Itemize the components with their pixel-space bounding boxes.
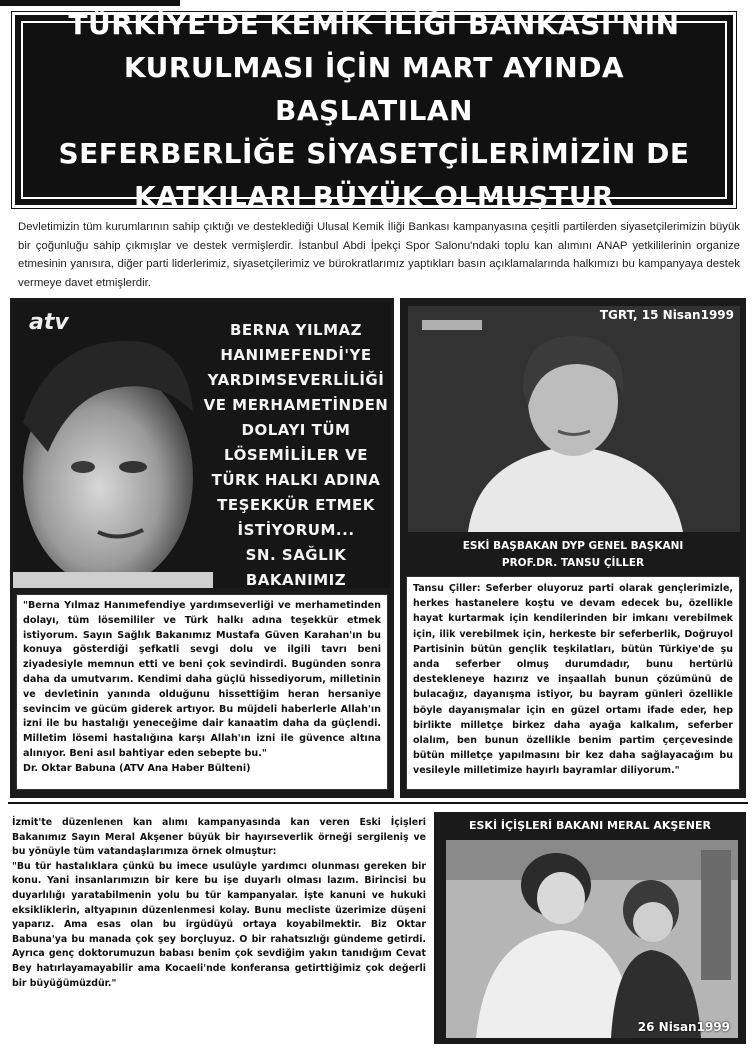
tv-text-line: SN. SAĞLIK BAKANIMIZ	[245, 546, 347, 588]
aksener-photo	[446, 840, 738, 1038]
bottom-text-block	[12, 816, 426, 1046]
tv-text-line: TÜRK HALKI ADINA	[211, 471, 381, 489]
tv-text-line: BERNA YILMAZ	[229, 321, 363, 339]
right-caption-line-2: PROF.DR. TANSU ÇİLLER	[501, 557, 645, 569]
bottom-caption: ESKİ İÇİŞLERİ BAKANI MERAL AKŞENER	[469, 819, 711, 832]
headline-line-3: SEFERBERLİĞE SİYASETÇİLERİMİZİN DE	[58, 136, 690, 170]
right-caption	[400, 538, 746, 572]
bottom-intro-text: İzmit'te düzenlenen kan alımı kampanyasında kan veren Eski İçişleri Bakanımız Sayın Meral Akşener büyük bir hayırseverlik örneği sergileniş ve bu yönüyle tüm vatandaşlarımıza örnek olmuştur:	[12, 817, 426, 858]
atv-logo: atv	[29, 310, 69, 335]
tv-text-line: YARDIMSEVERLİLİĞİ	[207, 371, 385, 389]
tv-text-line: DOLAYI TÜM	[241, 421, 351, 439]
right-quote: Tansu Çiller: Seferber oluyoruz parti olarak gençlerimizle, herkes hastanelere koştu ve devam edecek bu, özellikle hayat kurtarmak için kendilerinden bir imkanı verebilmek için, ilik verebilmek için, herkeste bir seferberlik, Doğruyol Partisinin bütün gençlik teşkilatları, bütün Türkiye'de şu anda seferber olmuş durumdadır, bunu hertürlü destekleneye hazırız ve inşaallah bunun çözümünü de bulacağız, dayanışma istiyor, bu bayram günleri özellikle böyle dayanışmalar için en güzel ortamı ifade eder, hep birlikte milletçe birkez daha ayağa kalkalım, seferber olalım, ben bunun özellikle benim partim çerçevesinde bütün milletçe yapılmasını bir kez daha sağlayacağım bu vesileyle milletimize hayırlı bayramlar diliyorum."	[413, 583, 733, 777]
tgrt-screenshot	[408, 306, 740, 532]
headline-box	[12, 7, 736, 213]
left-quote-box	[16, 594, 388, 790]
left-quote: "Berna Yılmaz Hanımefendiye yardımseverliği ve merhametinden dolayı, tüm lösemililer ve Türk halkı adına teşekkür etmek istiyorum. Sayın Sağlık Bakanımız Mustafa Güven Karahan'ın bu konuya gösterdiği şefkatli sevgi dolu ve ilgili tavrı beni ziyadesiyle memnun etti ve beni çok sevindirdi. Bugünden sonra daha da umutvarım. Kendimi daha güçlü hissediyorum, milletinin ve devletinin yanında olduğunu hissettiğim heran hersaniye sevincim ve gücüm giderek artıyor. Bu müjdeli haberlerle Allah'ın izni ile bu hastalığı yeneceğime dair kanaatim daha da güçlendi. Milletim lösemi hastalığına karşı Allah'ın izni ile güvence altına alınıyor. Beni asıl bahtiyar eden sebepte bu."	[23, 600, 381, 759]
left-quote-source: Dr. Oktar Babuna (ATV Ana Haber Bülteni)	[23, 762, 251, 774]
blood-donation-scene-icon	[446, 840, 738, 1038]
headline-line-2: KURULMASI İÇİN MART AYINDA BAŞLATILAN	[123, 50, 625, 127]
bottom-quote: "Bu tür hastalıklara çünkü bu imece usulüyle yardımcı olunması gereken bir konu. Yani insanlarımızın bir kere bu işe duyarlı olması lazım. Birincisi bu duyarlılığı yaratabilmenin yolu bu tür kampanyalar. İşte kanuni ve hukuki eksikliklerin, altyapının düzenlenmesi kolay. Bunu mecliste üzerimize düşeni yaparız. Ama esas olan bu irgüdüyü ortaya koyabilmektir. Biz Oktar Babuna'ya bu manada çok şey borçluyuz. O bir rahatsızlığı gündeme getirdi. Ayrıca genç doktorumuzun babası benim çok sevdiğim yakın tanıdığım Cevat Bey hatırlayamayabilir ama Kocaeli'nde konferansa getirttiğimiz çok değerli bir büyüğümüzdür."	[12, 860, 426, 989]
headline-line-4: KATKILARI BÜYÜK OLMUŞTUR	[134, 179, 614, 213]
tv-overlay-text	[203, 318, 389, 588]
right-quote-box	[406, 576, 740, 790]
tv-text-line: İSTİYORUM...	[237, 521, 355, 539]
tv-text-line: VE MERHAMETİNDEN	[203, 396, 389, 414]
headline-line-1: TÜRKİYE'DE KEMİK İLİĞİ BANKASI'NIN	[68, 7, 680, 41]
aksener-date: 26 Nisan1999	[637, 1020, 730, 1034]
headline-frame	[21, 7, 727, 213]
intro-paragraph: Devletimizin tüm kurumlarının sahip çıktığı ve desteklediği Ulusal Kemik İliği Bankası kampanyasına çeşitli partilerden siyasetçilerimizin büyük bir çoğunluğu sahip çıkmışlar ve destek vermişlerdir. İstanbul Abdi İpekçi Spor Salonu'ndaki toplu kan alımını ANAP yetkililerinin organize etmesinin yanısıra, diğer parti liderlerimiz, siyasetçilerimiz ve bürokratlarımız yaptıkları basın açıklamalarında halkımızı bu kampanyaya destek vermeye davet etmişlerdir.	[18, 221, 740, 289]
headline	[23, 3, 725, 218]
woman-portrait-icon	[408, 306, 740, 532]
atv-screenshot	[13, 302, 391, 588]
tv-text-line: TEŞEKKÜR ETMEK	[217, 496, 375, 514]
tgrt-date: TGRT, 15 Nisan1999	[599, 308, 734, 322]
section-divider	[8, 802, 748, 804]
tv-text-line: HANIMEFENDİ'YE	[220, 346, 372, 364]
right-caption-line-1: ESKİ BAŞBAKAN DYP GENEL BAŞKANI	[462, 540, 684, 552]
tv-text-line: LÖSEMİLİLER VE	[224, 446, 368, 464]
